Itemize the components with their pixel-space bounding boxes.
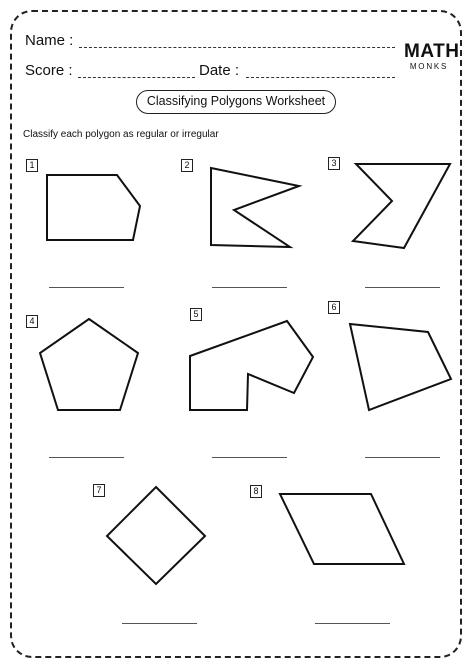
answer-line-8[interactable] — [315, 623, 390, 624]
answer-line-6[interactable] — [365, 457, 440, 458]
worksheet-title: Classifying Polygons Worksheet — [136, 90, 336, 114]
polygon-1-pentagon — [47, 175, 140, 240]
polygon-3-concave — [353, 164, 450, 248]
problem-number-8: 8 — [250, 485, 262, 498]
polygon-8-parallelogram — [280, 494, 404, 564]
problem-number-7: 7 — [93, 484, 105, 497]
name-label: Name : — [25, 32, 74, 49]
answer-line-4[interactable] — [49, 457, 124, 458]
problem-number-2: 2 — [181, 159, 193, 172]
date-label: Date : — [199, 62, 240, 79]
polygon-4-regular-pentagon — [40, 319, 138, 410]
answer-line-7[interactable] — [122, 623, 197, 624]
logo-wordmark-top: MATH — [404, 41, 460, 62]
polygon-6-quadrilateral — [350, 324, 451, 410]
problem-number-1: 1 — [26, 159, 38, 172]
answer-line-2[interactable] — [212, 287, 287, 288]
answer-line-1[interactable] — [49, 287, 124, 288]
answer-line-5[interactable] — [212, 457, 287, 458]
problem-number-3: 3 — [328, 157, 340, 170]
polygon-7-square — [107, 487, 205, 584]
logo-wordmark-bottom: MONKS — [409, 62, 449, 71]
problem-number-6: 6 — [328, 301, 340, 314]
polygon-5-concave-hexagon — [190, 321, 313, 410]
score-label: Score : — [25, 62, 73, 79]
instruction-text: Classify each polygon as regular or irregular — [23, 129, 219, 140]
answer-line-3[interactable] — [365, 287, 440, 288]
problem-number-5: 5 — [190, 308, 202, 321]
problem-number-4: 4 — [26, 315, 38, 328]
polygon-2-concave — [211, 168, 299, 247]
